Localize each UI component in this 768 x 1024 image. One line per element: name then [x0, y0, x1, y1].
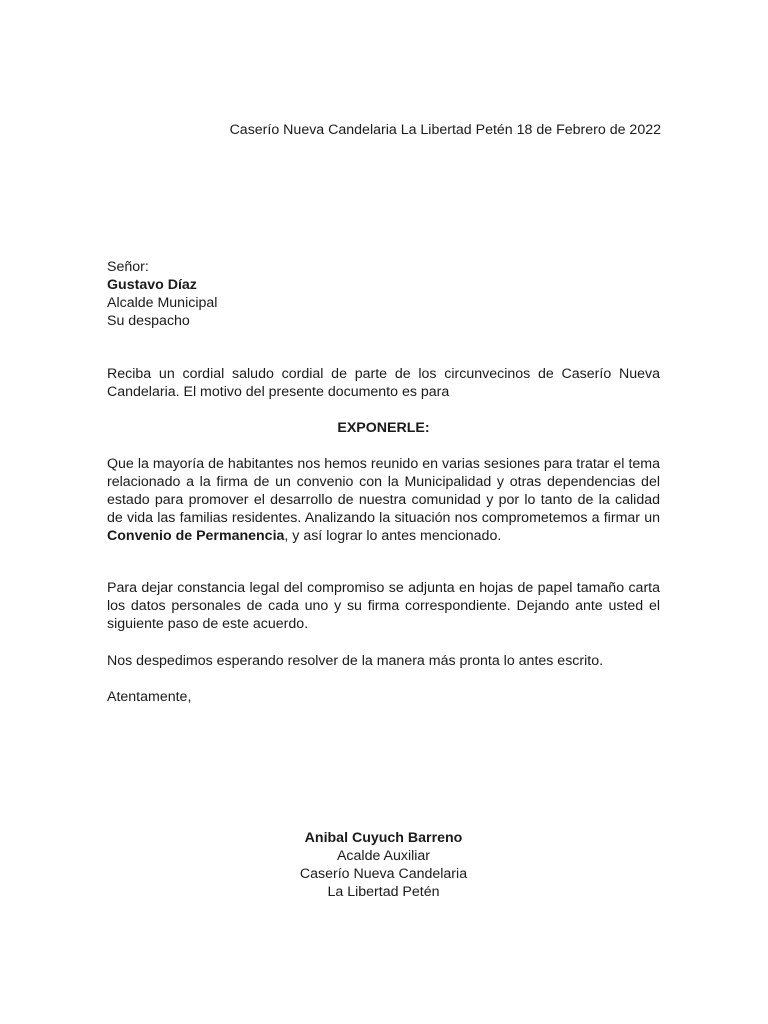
recipient-name: Gustavo Díaz: [107, 277, 197, 293]
place-date: Caserío Nueva Candelaria La Libertad Petén 18 de Febrero de 2022: [229, 122, 661, 138]
section-heading: EXPONERLE:: [337, 420, 430, 436]
recipient-block: [107, 258, 217, 330]
closing: Atentamente,: [107, 689, 192, 705]
farewell-paragraph: Nos despedimos esperando resolver de la manera más pronta lo antes escrito.: [107, 653, 604, 669]
recipient-salutation: Señor:: [107, 259, 149, 275]
main-paragraph-text-2: , y así lograr lo antes mencionado.: [284, 528, 502, 544]
recipient-office: Su despacho: [107, 313, 190, 329]
recipient-title: Alcalde Municipal: [107, 295, 218, 311]
main-paragraph: [107, 455, 660, 545]
main-paragraph-text-1: Que la mayoría de habitantes nos hemos reunido en varias sesiones para tratar el tema relacionado a la firma de un convenio con la Municipalidad y otras dependencias del estado para promover el desarrollo de nuestra comunidad y por lo tanto de la calidad de vida las familias residentes. Analizando la situación nos comprometemos a firmar un: [107, 456, 660, 526]
intro-paragraph: Reciba un cordial saludo cordial de parte de los circunvecinos de Caserío Nueva Candelaria. El motivo del presente documento es para: [107, 366, 660, 400]
signer-community: Caserío Nueva Candelaria: [299, 866, 468, 882]
attachment-paragraph: Para dejar constancia legal del compromiso se adjunta en hojas de papel tamaño carta los datos personales de cada uno y su firma correspondiente. Dejando ante usted el siguiente paso de este acuerdo.: [107, 580, 660, 632]
signer-location: La Libertad Petén: [327, 884, 440, 900]
signer-role: Acalde Auxiliar: [336, 848, 431, 864]
agreement-name: Convenio de Permanencia: [107, 528, 285, 544]
signature-block: [107, 829, 660, 901]
signer-name: Anibal Cuyuch Barreno: [304, 830, 463, 846]
